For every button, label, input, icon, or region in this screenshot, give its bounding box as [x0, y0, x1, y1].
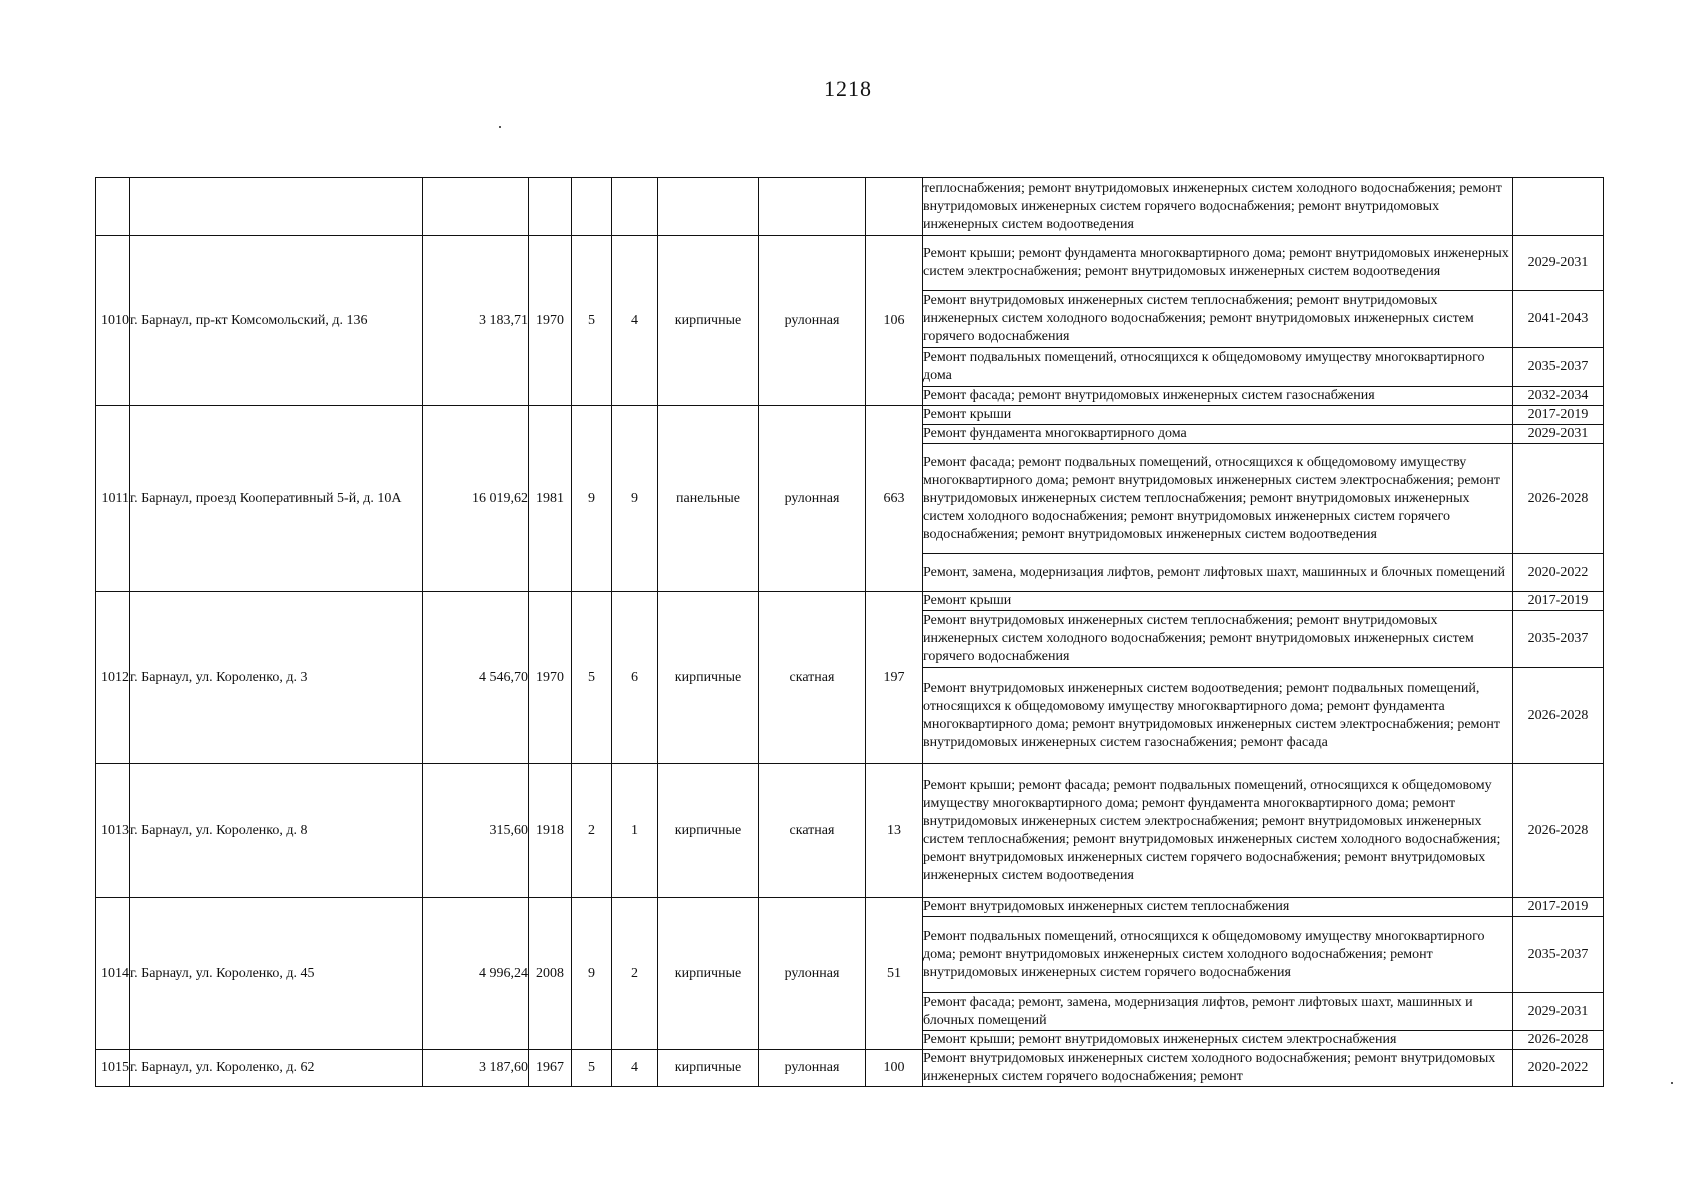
roof-type-cell: рулонная	[759, 236, 866, 406]
work-description-cell: Ремонт подвальных помещений, относящихся к общедомовому имуществу многоквартирного дома	[923, 348, 1513, 387]
table-row	[96, 592, 1604, 611]
apartments-cell: 100	[866, 1050, 923, 1087]
work-description-cell: Ремонт внутридомовых инженерных систем теплоснабжения	[923, 898, 1513, 917]
area-cell: 4 996,24	[423, 898, 529, 1050]
work-period-cell: 2029-2031	[1513, 236, 1604, 291]
area-cell	[423, 178, 529, 236]
work-description-cell: Ремонт внутридомовых инженерных систем теплоснабжения; ремонт внутридомовых инженерных систем холодного водоснабжения; ремонт внутридомовых инженерных систем горячего водоснабжения	[923, 611, 1513, 668]
work-description-cell: Ремонт фасада; ремонт подвальных помещений, относящихся к общедомовому имуществу многоквартирного дома; ремонт внутридомовых инженерных систем электроснабжения; ремонт внутридомовых инженерных систем теплоснабжения; ремонт внутридомовых инженерных систем холодного водоснабжения; ремонт внутридомовых инженерных систем горячего водоснабжения; ремонт внутридомовых инженерных систем водоотведения	[923, 444, 1513, 554]
year-built-cell	[529, 178, 572, 236]
entrances-cell: 4	[612, 236, 658, 406]
scan-speck	[499, 126, 501, 128]
work-period-cell: 2026-2028	[1513, 668, 1604, 764]
row-number-cell: 1010	[96, 236, 130, 406]
work-description-cell: Ремонт крыши; ремонт фасада; ремонт подвальных помещений, относящихся к общедомовому имуществу многоквартирного дома; ремонт фундамента многоквартирного дома; ремонт внутридомовых инженерных систем электроснабжения; ремонт внутридомовых инженерных систем теплоснабжения; ремонт внутридомовых инженерных систем холодного водоснабжения; ремонт внутридомовых инженерных систем горячего водоснабжения; ремонт внутридомовых инженерных систем водоотведения	[923, 764, 1513, 898]
roof-type-cell: рулонная	[759, 1050, 866, 1087]
work-description-cell: Ремонт крыши	[923, 406, 1513, 425]
work-period-cell	[1513, 178, 1604, 236]
floors-cell	[572, 178, 612, 236]
work-period-cell: 2017-2019	[1513, 898, 1604, 917]
work-description-cell: Ремонт фасада; ремонт, замена, модернизация лифтов, ремонт лифтовых шахт, машинных и блочных помещений	[923, 993, 1513, 1031]
apartments-cell: 106	[866, 236, 923, 406]
wall-material-cell: кирпичные	[658, 236, 759, 406]
wall-material-cell: кирпичные	[658, 898, 759, 1050]
entrances-cell: 2	[612, 898, 658, 1050]
row-number-cell: 1015	[96, 1050, 130, 1087]
apartments-cell: 51	[866, 898, 923, 1050]
work-description-cell: Ремонт фасада; ремонт внутридомовых инженерных систем газоснабжения	[923, 387, 1513, 406]
floors-cell: 9	[572, 406, 612, 592]
apartments-cell: 197	[866, 592, 923, 764]
area-cell: 3 187,60	[423, 1050, 529, 1087]
work-period-cell: 2035-2037	[1513, 348, 1604, 387]
floors-cell: 5	[572, 1050, 612, 1087]
work-description-cell: Ремонт внутридомовых инженерных систем холодного водоснабжения; ремонт внутридомовых инженерных систем горячего водоснабжения; ремонт	[923, 1050, 1513, 1087]
year-built-cell: 1970	[529, 236, 572, 406]
work-period-cell: 2020-2022	[1513, 554, 1604, 592]
work-period-cell: 2041-2043	[1513, 291, 1604, 348]
work-period-cell: 2035-2037	[1513, 917, 1604, 993]
address-cell: г. Барнаул, проезд Кооперативный 5-й, д. 10А	[130, 406, 423, 592]
work-period-cell: 2026-2028	[1513, 764, 1604, 898]
row-number-cell: 1012	[96, 592, 130, 764]
roof-type-cell: скатная	[759, 592, 866, 764]
roof-type-cell: рулонная	[759, 898, 866, 1050]
wall-material-cell	[658, 178, 759, 236]
table-row	[96, 898, 1604, 917]
work-description-cell: Ремонт крыши; ремонт фундамента многоквартирного дома; ремонт внутридомовых инженерных систем электроснабжения; ремонт внутридомовых инженерных систем водоотведения	[923, 236, 1513, 291]
table-row	[96, 406, 1604, 425]
work-description-cell: теплоснабжения; ремонт внутридомовых инженерных систем холодного водоснабжения; ремонт внутридомовых инженерных систем горячего водоснабжения; ремонт внутридомовых инженерных систем водоотведения	[923, 178, 1513, 236]
work-period-cell: 2020-2022	[1513, 1050, 1604, 1087]
year-built-cell: 2008	[529, 898, 572, 1050]
wall-material-cell: кирпичные	[658, 764, 759, 898]
address-cell: г. Барнаул, пр-кт Комсомольский, д. 136	[130, 236, 423, 406]
work-period-cell: 2035-2037	[1513, 611, 1604, 668]
apartments-cell	[866, 178, 923, 236]
roof-type-cell: рулонная	[759, 406, 866, 592]
entrances-cell: 1	[612, 764, 658, 898]
work-period-cell: 2017-2019	[1513, 592, 1604, 611]
entrances-cell: 9	[612, 406, 658, 592]
year-built-cell: 1981	[529, 406, 572, 592]
area-cell: 3 183,71	[423, 236, 529, 406]
work-description-cell: Ремонт подвальных помещений, относящихся к общедомовому имуществу многоквартирного дома; ремонт внутридомовых инженерных систем холодного водоснабжения; ремонт внутридомовых инженерных систем горячего водоснабжения	[923, 917, 1513, 993]
entrances-cell: 6	[612, 592, 658, 764]
work-period-cell: 2032-2034	[1513, 387, 1604, 406]
area-cell: 16 019,62	[423, 406, 529, 592]
wall-material-cell: кирпичные	[658, 592, 759, 764]
floors-cell: 5	[572, 236, 612, 406]
apartments-cell: 13	[866, 764, 923, 898]
year-built-cell: 1918	[529, 764, 572, 898]
address-cell: г. Барнаул, ул. Короленко, д. 3	[130, 592, 423, 764]
apartments-cell: 663	[866, 406, 923, 592]
table-row	[96, 1050, 1604, 1087]
entrances-cell	[612, 178, 658, 236]
work-period-cell: 2026-2028	[1513, 444, 1604, 554]
work-description-cell: Ремонт, замена, модернизация лифтов, ремонт лифтовых шахт, машинных и блочных помещений	[923, 554, 1513, 592]
work-description-cell: Ремонт крыши	[923, 592, 1513, 611]
repair-program-table	[95, 177, 1604, 1087]
table-row	[96, 236, 1604, 291]
scan-speck	[1671, 1082, 1673, 1084]
row-number-cell: 1014	[96, 898, 130, 1050]
work-description-cell: Ремонт фундамента многоквартирного дома	[923, 425, 1513, 444]
page-number: 1218	[824, 76, 872, 101]
entrances-cell: 4	[612, 1050, 658, 1087]
year-built-cell: 1967	[529, 1050, 572, 1087]
work-period-cell: 2029-2031	[1513, 993, 1604, 1031]
address-cell: г. Барнаул, ул. Короленко, д. 62	[130, 1050, 423, 1087]
work-period-cell: 2017-2019	[1513, 406, 1604, 425]
work-description-cell: Ремонт внутридомовых инженерных систем водоотведения; ремонт подвальных помещений, относящихся к общедомовому имуществу многоквартирного дома; ремонт фундамента многоквартирного дома; ремонт внутридомовых инженерных систем электроснабжения; ремонт внутридомовых инженерных систем газоснабжения; ремонт фасада	[923, 668, 1513, 764]
year-built-cell: 1970	[529, 592, 572, 764]
area-cell: 315,60	[423, 764, 529, 898]
floors-cell: 2	[572, 764, 612, 898]
row-number-cell: 1013	[96, 764, 130, 898]
row-number-cell: 1011	[96, 406, 130, 592]
work-description-cell: Ремонт внутридомовых инженерных систем теплоснабжения; ремонт внутридомовых инженерных систем холодного водоснабжения; ремонт внутридомовых инженерных систем горячего водоснабжения	[923, 291, 1513, 348]
wall-material-cell: кирпичные	[658, 1050, 759, 1087]
address-cell	[130, 178, 423, 236]
work-period-cell: 2029-2031	[1513, 425, 1604, 444]
wall-material-cell: панельные	[658, 406, 759, 592]
row-number-cell	[96, 178, 130, 236]
address-cell: г. Барнаул, ул. Короленко, д. 8	[130, 764, 423, 898]
roof-type-cell: скатная	[759, 764, 866, 898]
roof-type-cell	[759, 178, 866, 236]
table-row	[96, 178, 1604, 236]
address-cell: г. Барнаул, ул. Короленко, д. 45	[130, 898, 423, 1050]
floors-cell: 5	[572, 592, 612, 764]
work-period-cell: 2026-2028	[1513, 1031, 1604, 1050]
floors-cell: 9	[572, 898, 612, 1050]
table-row	[96, 764, 1604, 898]
work-description-cell: Ремонт крыши; ремонт внутридомовых инженерных систем электроснабжения	[923, 1031, 1513, 1050]
area-cell: 4 546,70	[423, 592, 529, 764]
